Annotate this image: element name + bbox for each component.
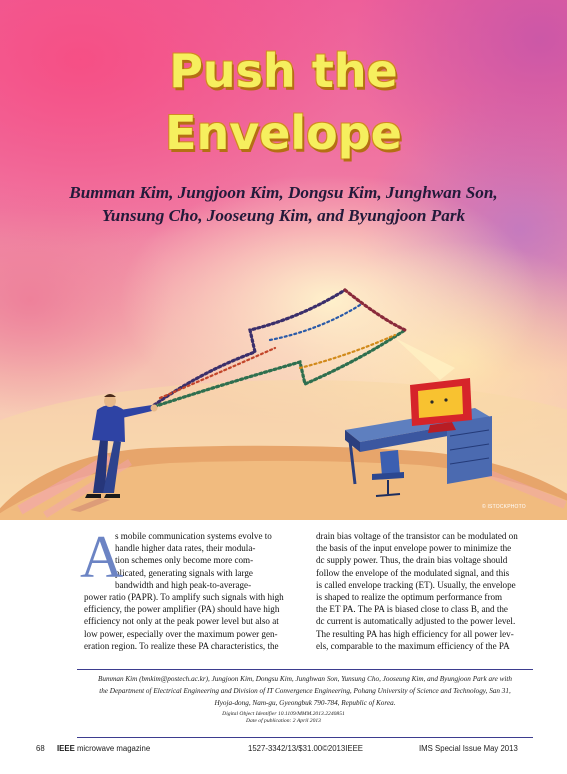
body-line: s mobile communication systems evolve to [115,531,272,541]
issue-label: IMS Special Issue May 2013 [419,744,518,753]
magazine-name [57,744,150,753]
body-line: tion schemes only become more com- [115,555,254,566]
body-line: eration region. To realize these PA characteristics, the [84,640,279,651]
body-line: is shaped to realize the optimum performance from [316,592,503,603]
magazine-name-part1: IEEE [57,744,77,753]
author-affiliation-footnote [72,673,538,709]
body-line: dc supply power. Thus, the drain bias voltage should [316,555,508,566]
footnote-line: Hyoja-dong, Nam-gu, Gyeongbuk 790-784, Republic of Korea. [214,699,396,707]
body-line: els, comparable to the maximum efficiency of the PA [316,640,510,651]
article-title-line2: Envelope [165,106,402,160]
body-line: follow the envelope of the modulated signal, and this [316,567,510,578]
body-line: handle higher data rates, their modula- [115,543,256,554]
author-list-line2: Yunsung Cho, Jooseung Kim, and Byungjoon Park [101,206,466,225]
body-line: power ratio (PAPR). To amplify such signals with high [84,592,284,603]
issn-price: 1527-3342/13/$31.00©2013IEEE [248,744,363,753]
body-line: The resulting PA has high efficiency for all power lev- [316,628,514,639]
body-line: low power, especially over the maximum power gen- [84,628,278,639]
body-line: efficiency not only at the peak power level but also at [84,616,279,627]
drop-cap: A [80,524,124,590]
body-line: plicated, generating signals with large [115,567,253,578]
body-line: the basis of the input envelope power to minimize the [316,543,512,554]
footnote-line: Bumman Kim (bmkim@postech.ac.kr), Jungjoon Kim, Dongsu Kim, Junghwan Son, Yunsung Cho, Jooseung Kim, and Byungjoon Park are with [98,675,512,683]
publication-date: Date of publication: 2 April 2013 [246,718,321,724]
doi-identifier: Digital Object Identifier 10.1109/MMM.2013.2240851 [222,711,345,717]
author-list-line1: Bumman Kim, Jungjoon Kim, Dongsu Kim, Junghwan Son, [69,183,498,202]
body-line: efficiency, the power amplifier (PA) should have high [84,604,280,615]
footnote-line: the Department of Electrical Engineering and Division of IT Convergence Engineering, Pohang University of Science and Technology, San 31, [99,687,511,695]
page-number: 68 [36,744,45,753]
footer-divider [77,737,533,738]
body-line: bandwidth and high peak-to-average- [115,579,252,590]
body-line: the ET PA. The PA is biased close to class B, and the [316,604,508,615]
body-column-left [80,524,298,652]
magazine-name-part2: microwave magazine [76,744,151,753]
image-credit: © ISTOCKPHOTO [482,504,526,510]
body-line: is called envelope tracking (ET). Usually, the envelope [316,579,516,590]
body-line: drain bias voltage of the transistor can be modulated on [316,531,518,541]
article-title-line1: Push the [169,44,398,98]
body-line: dc current is automatically adjusted to the power level. [316,616,516,627]
footnote-divider [77,669,533,670]
body-column-right [316,530,530,652]
